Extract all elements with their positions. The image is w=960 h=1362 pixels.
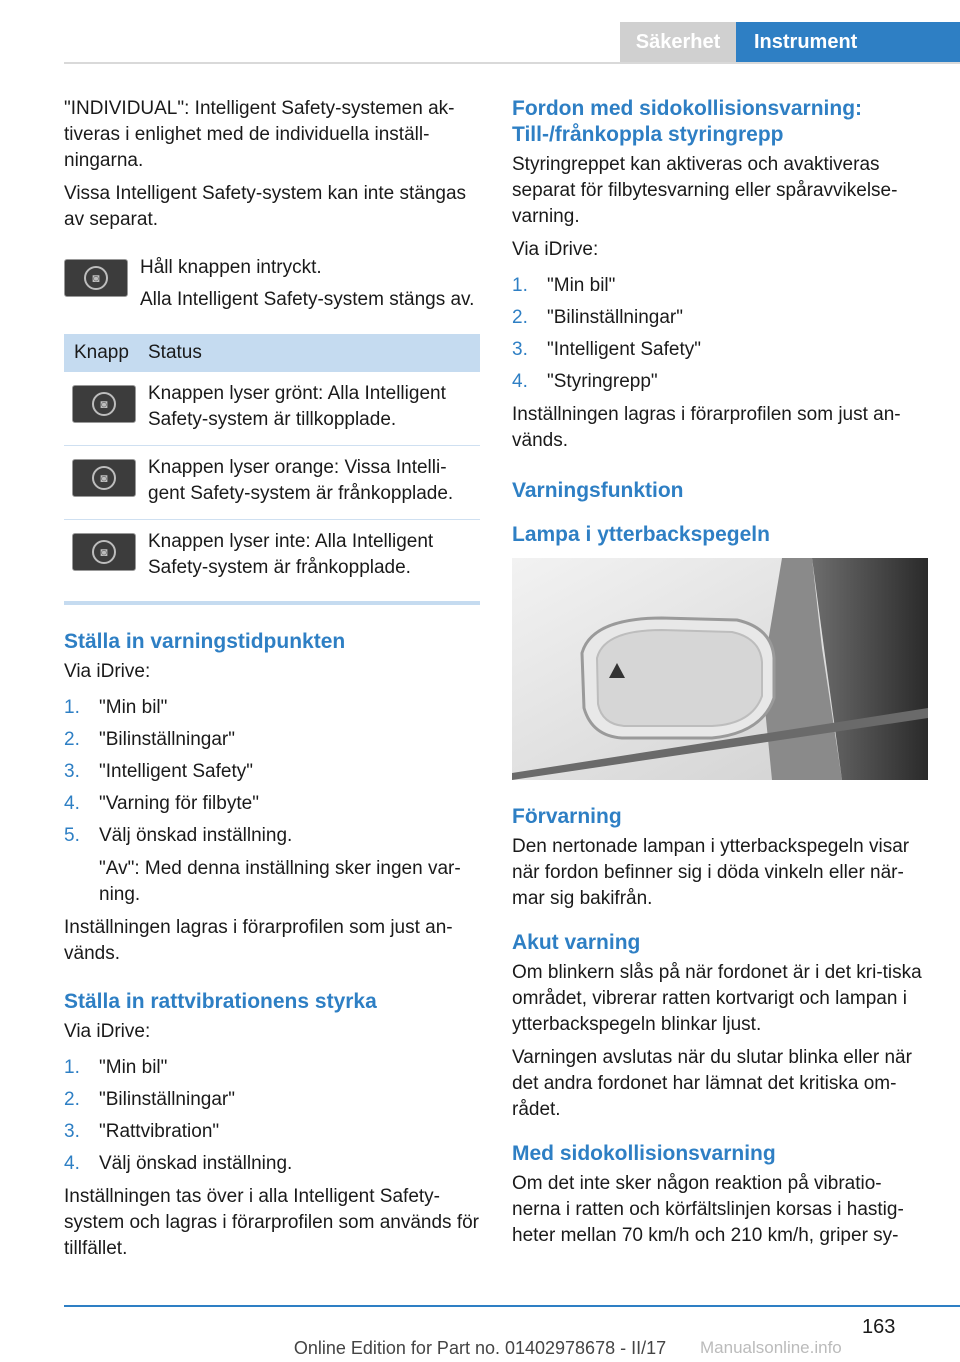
table-bottom-rule <box>64 601 480 605</box>
safety-icon: ◙ <box>92 540 116 564</box>
footer-divider <box>64 1305 960 1307</box>
separate-paragraph: Vissa Intelligent Safety-system kan inte stängas av separat. <box>64 183 467 230</box>
tab-instrument[interactable]: Instrument <box>736 22 960 62</box>
status-text: Knappen lyser orange: Vissa Intelli-gent Safety-system är frånkopplade. <box>148 457 454 504</box>
button-green-image <box>72 385 136 423</box>
right-column <box>512 96 928 1256</box>
acute-warning-text-2: Varningen avslutas när du slutar blinka eller när det andra fordonet har lämnat det kritiska om-rådet. <box>512 1047 912 1120</box>
header-divider <box>64 62 960 64</box>
acute-warning-text-1: Om blinkern slås på när fordonet är i det kri-tiska området, vibrerar ratten kortvarigt och lampan i ytterbackspegeln blinkar ljust. <box>512 962 922 1035</box>
list-item: 4. "Styringrepp" <box>512 371 658 392</box>
button-off-image <box>72 533 136 571</box>
prewarning-text: Den nertonade lampan i ytterbackspegeln visar när fordon befinner sig i döda vinkeln eller när-mar sig bakifrån. <box>512 836 910 909</box>
watermark: Manualsonline.info <box>700 1338 842 1357</box>
safety-icon: ◙ <box>92 466 116 490</box>
section-title-steering: Fordon med sidokollisionsvarning: Till-/frånkoppla styringrepp <box>512 97 863 146</box>
status-text: Knappen lyser inte: Alla Intelligent Safety-system är frånkopplade. <box>148 531 434 578</box>
safety-icon: ◙ <box>92 392 116 416</box>
steering-paragraph: Styringreppet kan aktiveras och avaktiveras separat för filbytesvarning eller spåravvikelse-varning. <box>512 154 898 227</box>
button-orange-image <box>72 459 136 497</box>
list-item: 2. "Bilinställningar" <box>64 1089 235 1110</box>
saved-profile-text: Inställningen lagras i förarprofilen som just an-vänds. <box>64 917 453 964</box>
left-column <box>64 96 480 1269</box>
table-header <box>64 334 480 372</box>
safety-icon: ◙ <box>84 266 108 290</box>
header-status: Status <box>148 342 202 363</box>
via-idrive: Via iDrive: <box>64 661 151 682</box>
all-systems-off-text: Alla Intelligent Safety-system stängs av. <box>140 289 475 310</box>
list-item: 3. "Intelligent Safety" <box>512 339 701 360</box>
list-item: 1. "Min bil" <box>512 275 616 296</box>
table-row <box>64 446 480 520</box>
section-title-acute-warning: Akut varning <box>512 931 641 954</box>
off-note: "Av": Med denna inställning sker ingen var-ning. <box>99 858 461 905</box>
list-item: 4. Välj önskad inställning. <box>64 1153 293 1174</box>
list-item: 1. "Min bil" <box>64 697 168 718</box>
saved-profile-text: Inställningen lagras i förarprofilen som just an-vänds. <box>512 404 901 451</box>
tab-sakerhet[interactable]: Säkerhet <box>620 22 736 62</box>
edition-text: Online Edition for Part no. 01402978678 - II/17 <box>293 1338 667 1358</box>
list-item: 4. "Varning för filbyte" <box>64 793 259 814</box>
list-item: 5. Välj önskad inställning. <box>64 825 293 846</box>
section-title-prewarning: Förvarning <box>512 805 622 828</box>
list-item: 3. "Rattvibration" <box>64 1121 220 1142</box>
section-title-warning-function: Varningsfunktion <box>512 479 684 502</box>
steps-list <box>64 695 480 849</box>
list-item: 2. "Bilinställningar" <box>512 307 683 328</box>
list-item: 1. "Min bil" <box>64 1057 168 1078</box>
vibration-saved-text: Inställningen tas över i alla Intelligent Safety-system och lagras i förarprofilen som används för tillfället. <box>64 1186 480 1259</box>
button-instruction <box>64 255 480 320</box>
section-title-vibration: Ställa in rattvibrationens styrka <box>64 990 377 1013</box>
table-row <box>64 372 480 446</box>
side-collision-text: Om det inte sker någon reaktion på vibratio-nerna i ratten och körfältslinjen korsas i hastig-heter mellan 70 km/h och 210 km/h, griper sy- <box>512 1173 904 1246</box>
page-number: 163 <box>862 1316 896 1338</box>
section-title-mirror-lamp: Lampa i ytterbackspegeln <box>512 523 770 546</box>
table-row <box>64 520 480 593</box>
status-table <box>64 334 480 605</box>
section-title-warning-time: Ställa in varningstidpunkten <box>64 630 346 653</box>
hold-button-text: Håll knappen intryckt. <box>140 257 322 278</box>
list-item: 2. "Bilinställningar" <box>64 729 235 750</box>
individual-paragraph: "INDIVIDUAL": Intelligent Safety-systemen ak-tiveras i enlighet med de individuella inställ-ningarna. <box>64 98 455 171</box>
steps-list <box>512 273 928 395</box>
status-text: Knappen lyser grönt: Alla Intelligent Safety-system är tillkopplade. <box>148 383 446 430</box>
header-knapp: Knapp <box>74 342 129 363</box>
side-mirror-image <box>512 558 928 780</box>
section-title-side-collision: Med sidokollisionsvarning <box>512 1142 776 1165</box>
steps-list <box>64 1055 480 1177</box>
via-idrive: Via iDrive: <box>64 1021 151 1042</box>
safety-button-image <box>64 259 128 297</box>
list-item: 3. "Intelligent Safety" <box>64 761 253 782</box>
via-idrive: Via iDrive: <box>512 239 599 260</box>
